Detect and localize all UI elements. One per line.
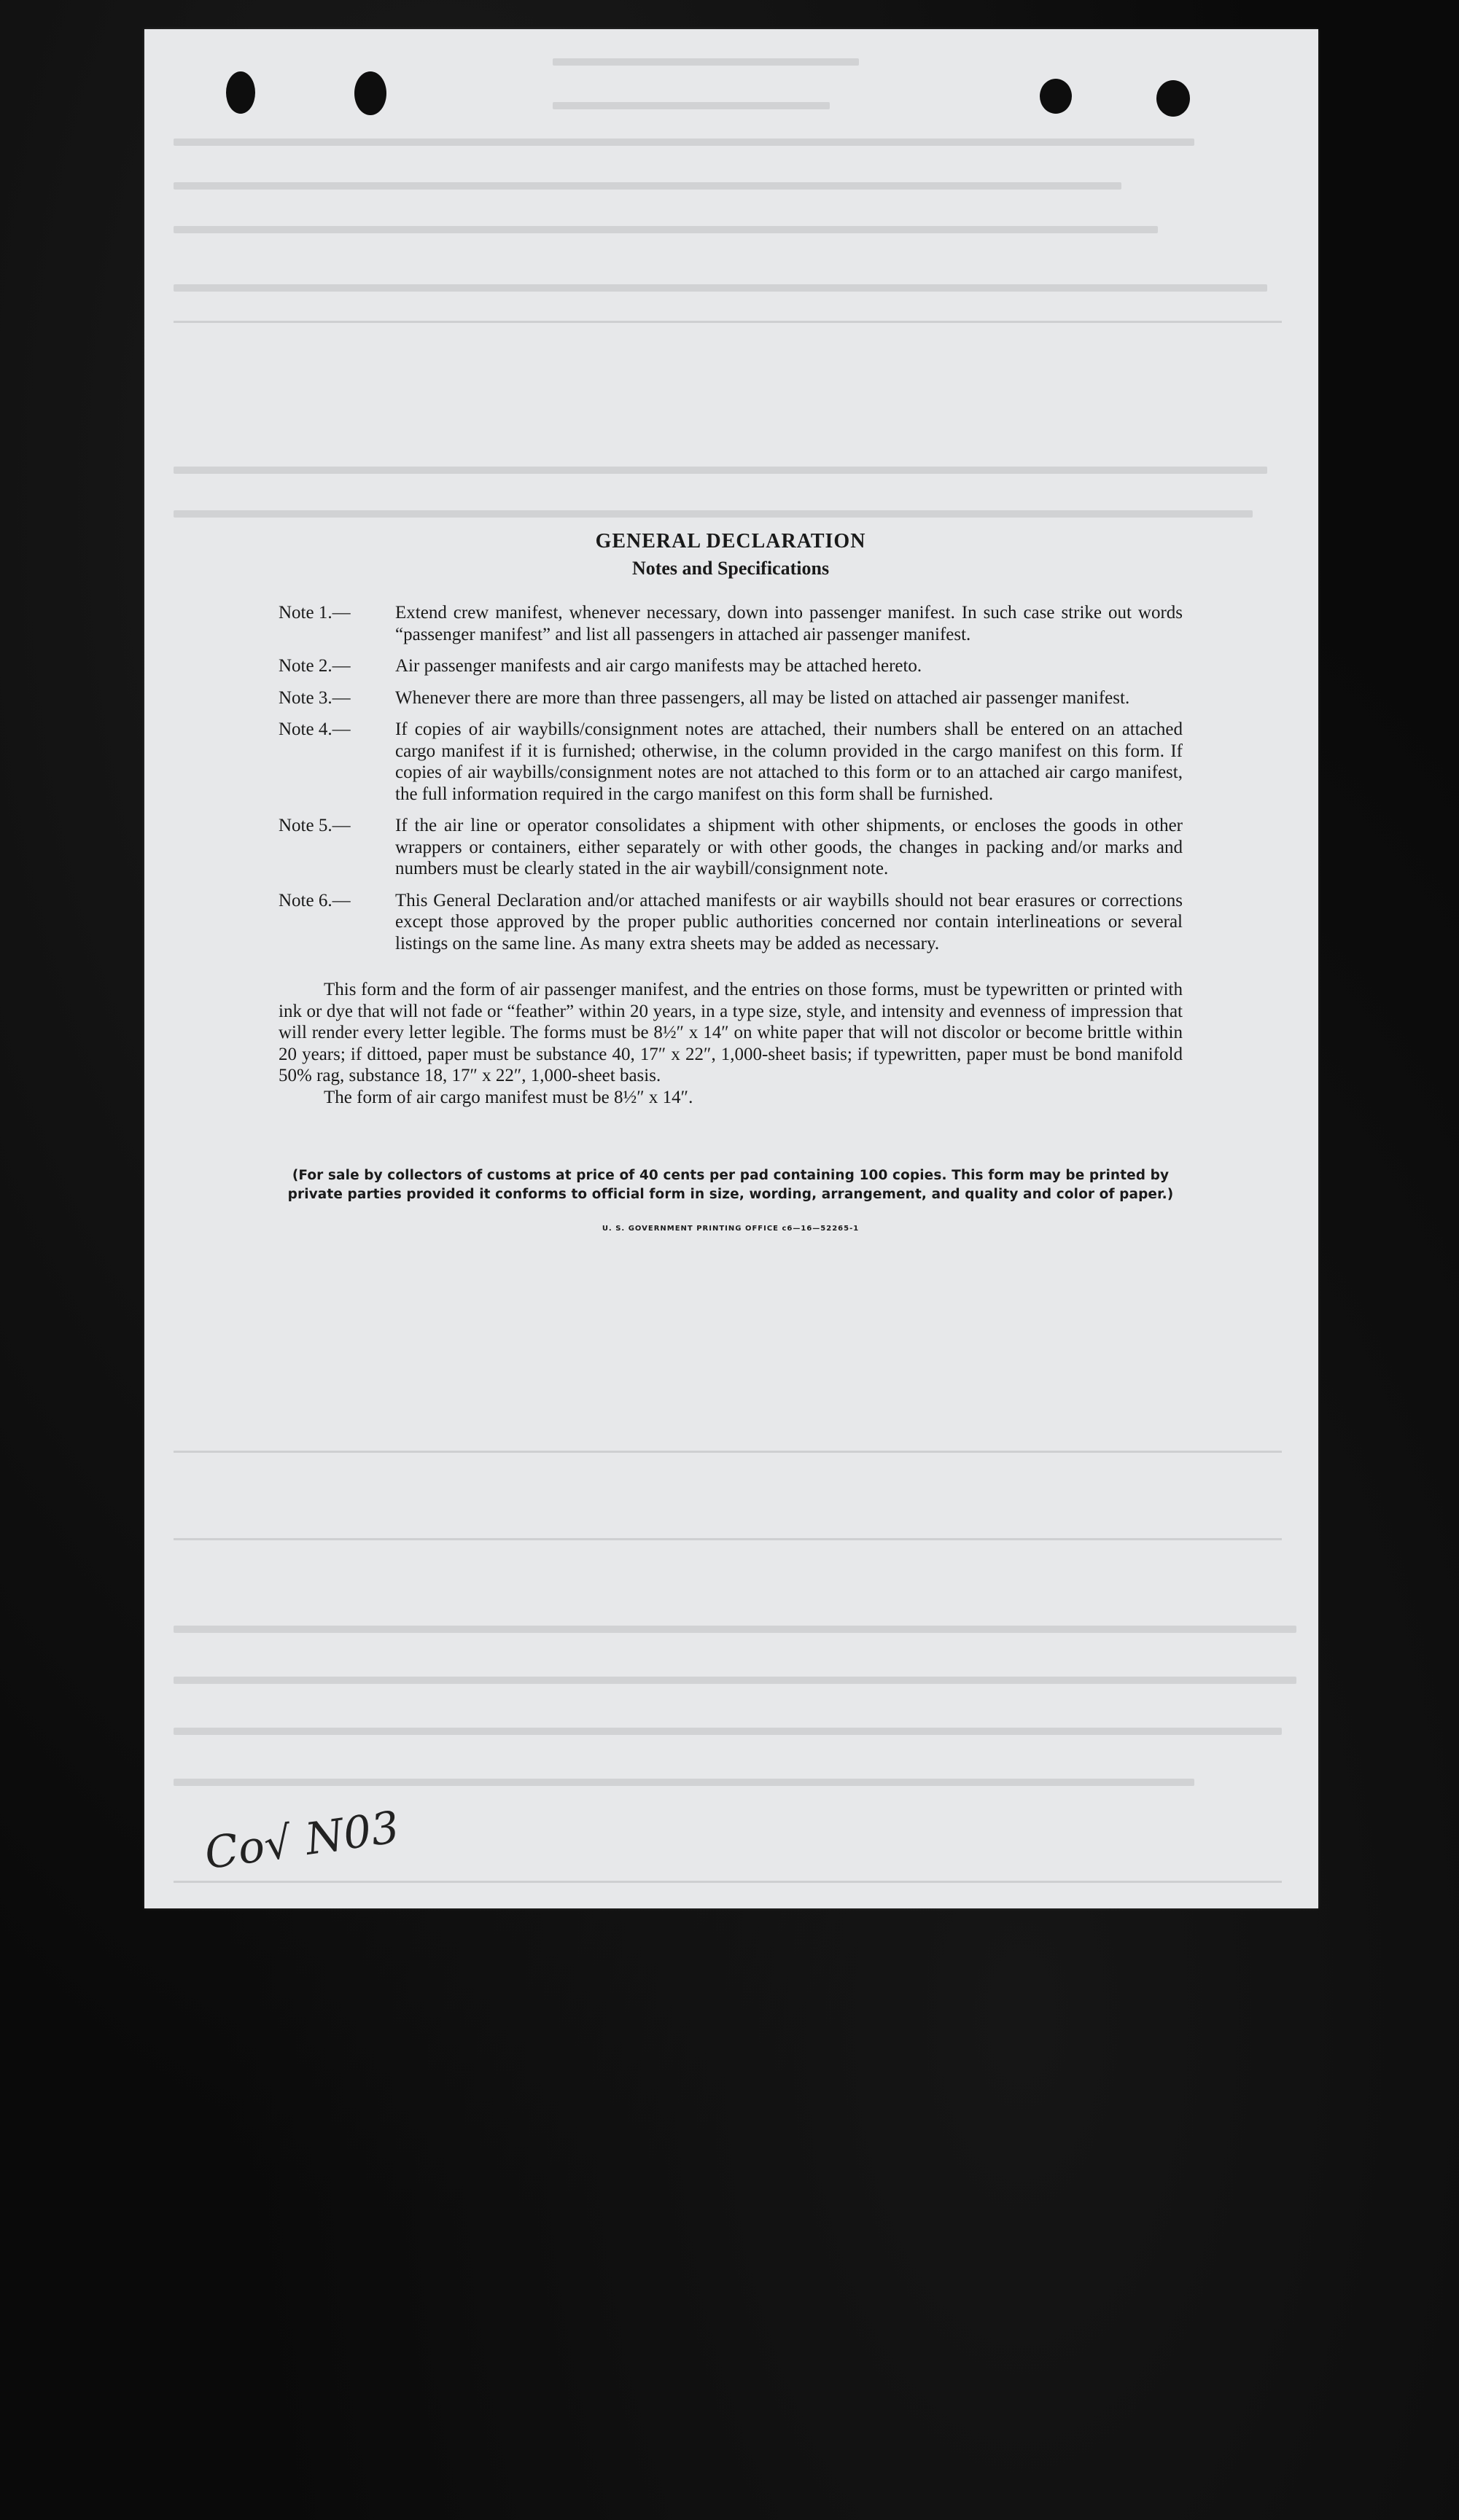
note-text: If the air line or operator consolidates a shipment with other shipments, or encloses the goods in other wrappers or containers, either separately or with other goods, the changes in packing and/or marks and numbers must be clearly stated in the air waybill/consignment note.: [395, 816, 1183, 878]
bleed-through: [174, 1728, 1282, 1735]
note-1: [279, 602, 1183, 645]
bleed-through: [553, 58, 859, 66]
handwritten-annotation: Co√ N03: [201, 1801, 402, 1880]
punch-hole-right-1: [1040, 79, 1072, 114]
note-label: Note 3.—: [279, 687, 351, 708]
note-5: [279, 815, 1183, 880]
note-text: Air passenger manifests and air cargo manifests may be attached hereto.: [395, 656, 922, 676]
printing-office-imprint: U. S. GOVERNMENT PRINTING OFFICE c6—16—52265-1: [602, 1225, 860, 1233]
bleed-through: [174, 1626, 1296, 1633]
document-subtitle: Notes and Specifications: [631, 558, 830, 579]
sale-notice: (For sale by collectors of customs at price of 40 cents per pad containing 100 copies. This form may be printed by private parties provided it conforms to official form in size, wording, arrangement, and quality and color of paper.): [287, 1168, 1174, 1202]
note-4: [279, 719, 1183, 805]
bleed-through: [174, 510, 1253, 518]
note-text: Whenever there are more than three passengers, all may be listed on attached air passenger manifest.: [395, 687, 1130, 708]
bleed-through: [174, 284, 1267, 292]
bleed-through: [174, 1451, 1282, 1453]
bleed-through: [174, 1779, 1194, 1786]
note-6: [279, 890, 1183, 955]
cargo-manifest-size-paragraph: The form of air cargo manifest must be 8½″ x 14″.: [324, 1087, 693, 1107]
bleed-through: [174, 1677, 1296, 1684]
punch-hole-left-2: [354, 71, 386, 115]
bleed-through: [174, 1538, 1282, 1540]
bleed-through: [174, 1881, 1282, 1883]
note-text: Extend crew manifest, whenever necessary, down into passenger manifest. In such case strike out words “passenger manifest” and list all passengers in attached air passenger manifest.: [395, 603, 1183, 644]
note-label: Note 4.—: [279, 719, 351, 739]
declaration-notes: [279, 529, 1183, 1233]
form-specifications-paragraph: This form and the form of air passenger manifest, and the entries on those forms, must be typewritten or printed with ink or dye that will not fade or “feather” within 20 years, in a type size, style, and intensity and evenness of impression that will render every letter legible. The forms must be 8½″ x 14″ on white paper that will not discolor or become brittle within 20 years; if dittoed, paper must be substance 40, 17″ x 22″, 1,000-sheet basis; if typewritten, paper must be bond manifold 50% rag, substance 18, 17″ x 22″, 1,000-sheet basis.: [279, 980, 1183, 1085]
note-label: Note 1.—: [279, 603, 351, 623]
bleed-through: [174, 321, 1282, 323]
note-text: This General Declaration and/or attached manifests or air waybills should not bear erasures or corrections except those approved by the proper public authorities concerned nor contain interlineations or several listings on the same line. As many extra sheets may be added as necessary.: [395, 890, 1183, 953]
note-label: Note 2.—: [279, 656, 351, 676]
note-2: [279, 655, 1183, 677]
note-text: If copies of air waybills/consignment notes are attached, their numbers shall be entered on an attached cargo manifest if it is furnished; otherwise, in the column provided in the cargo manifest on this form. If copies of air waybills/consignment notes are not attached to this form or to an attached air cargo manifest, the full information required in the cargo manifest on this form shall be furnished.: [395, 719, 1183, 804]
bleed-through: [174, 139, 1194, 146]
note-label: Note 6.—: [279, 890, 351, 910]
note-label: Note 5.—: [279, 816, 351, 835]
bleed-through: [553, 102, 830, 109]
document-title: GENERAL DECLARATION: [595, 530, 866, 553]
punch-hole-left-1: [226, 71, 255, 114]
bleed-through: [174, 226, 1158, 233]
punch-hole-right-2: [1156, 80, 1190, 117]
note-3: [279, 687, 1183, 709]
bleed-through: [174, 182, 1121, 190]
bleed-through: [174, 467, 1267, 474]
